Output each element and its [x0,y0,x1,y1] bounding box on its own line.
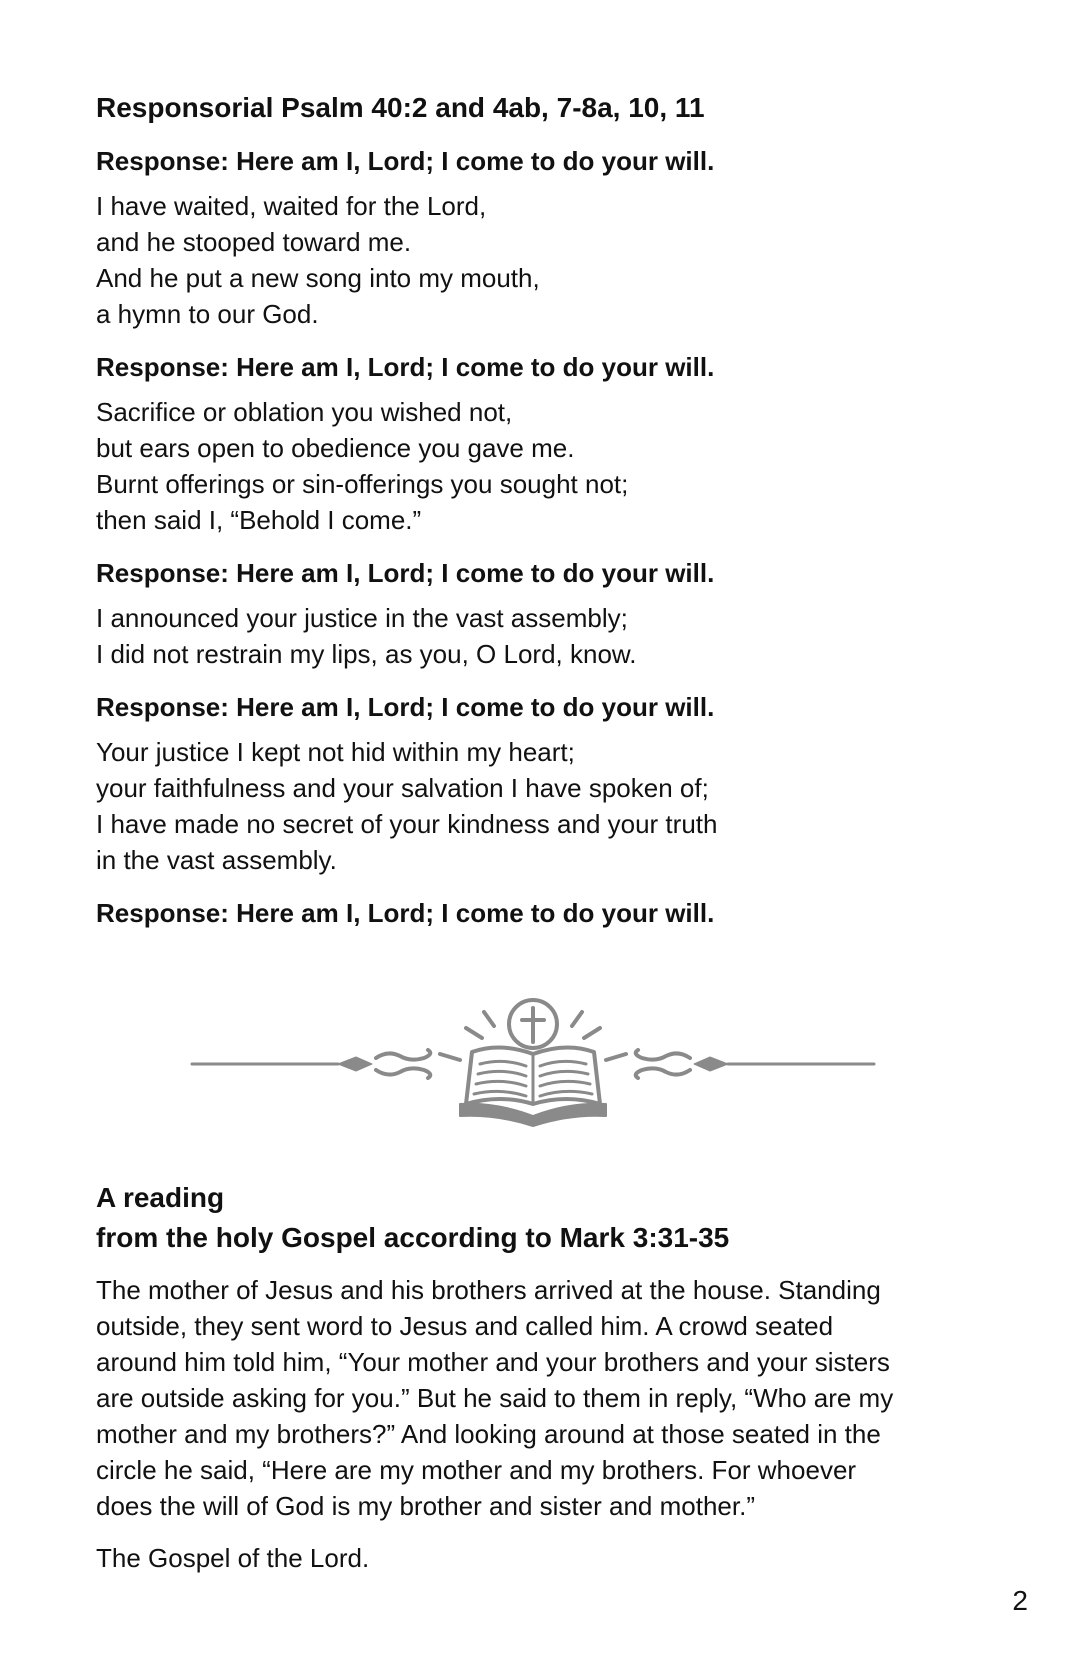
stanza-line: and he stooped toward me. [96,227,412,257]
reading-line: The mother of Jesus and his brothers arrived at the house. Standing [96,1275,881,1305]
gospel-title-line2: from the holy Gospel according to Mark 3:31-35 [96,1222,730,1253]
reading-line: around him told him, “Your mother and your brothers and your sisters [96,1347,890,1377]
psalm-response: Response: Here am I, Lord; I come to do your will. [96,898,715,928]
gospel-reading [96,1272,1016,1524]
reading-line: outside, they sent word to Jesus and called him. A crowd seated [96,1311,834,1341]
bible-with-cross-ornament-icon [188,992,878,1128]
page-number: 2 [1012,1585,1028,1616]
stanza-line: your faithfulness and your salvation I have spoken of; [96,773,709,803]
psalm-stanza [96,734,717,878]
gospel-title-line1: A reading [96,1182,225,1213]
psalm-stanza [96,188,540,332]
reading-line: are outside asking for you.” But he said to them in reply, “Who are my [96,1383,894,1413]
stanza-line: in the vast assembly. [96,845,337,875]
stanza-line: Burnt offerings or sin-offerings you sought not; [96,469,629,499]
stanza-line: I did not restrain my lips, as you, O Lord, know. [96,639,637,669]
psalm-title: Responsorial Psalm 40:2 and 4ab, 7-8a, 10, 11 [96,92,705,123]
stanza-line: a hymn to our God. [96,299,319,329]
psalm-response: Response: Here am I, Lord; I come to do your will. [96,558,715,588]
stanza-line: I have made no secret of your kindness and your truth [96,809,718,839]
stanza-line: I announced your justice in the vast assembly; [96,603,628,633]
psalm-stanza [96,394,628,538]
gospel-closing: The Gospel of the Lord. [96,1543,370,1573]
psalm-response: Response: Here am I, Lord; I come to do your will. [96,146,715,176]
psalm-response: Response: Here am I, Lord; I come to do your will. [96,692,715,722]
reading-line: does the will of God is my brother and sister and mother.” [96,1491,755,1521]
stanza-line: then said I, “Behold I come.” [96,505,422,535]
psalm-response: Response: Here am I, Lord; I come to do your will. [96,352,715,382]
psalm-stanza [96,600,636,672]
reading-line: circle he said, “Here are my mother and my brothers. For whoever [96,1455,857,1485]
stanza-line: Your justice I kept not hid within my heart; [96,737,575,767]
stanza-line: And he put a new song into my mouth, [96,263,540,293]
reading-line: mother and my brothers?” And looking around at those seated in the [96,1419,881,1449]
stanza-line: Sacrifice or oblation you wished not, [96,397,513,427]
stanza-line: but ears open to obedience you gave me. [96,433,575,463]
stanza-line: I have waited, waited for the Lord, [96,191,487,221]
